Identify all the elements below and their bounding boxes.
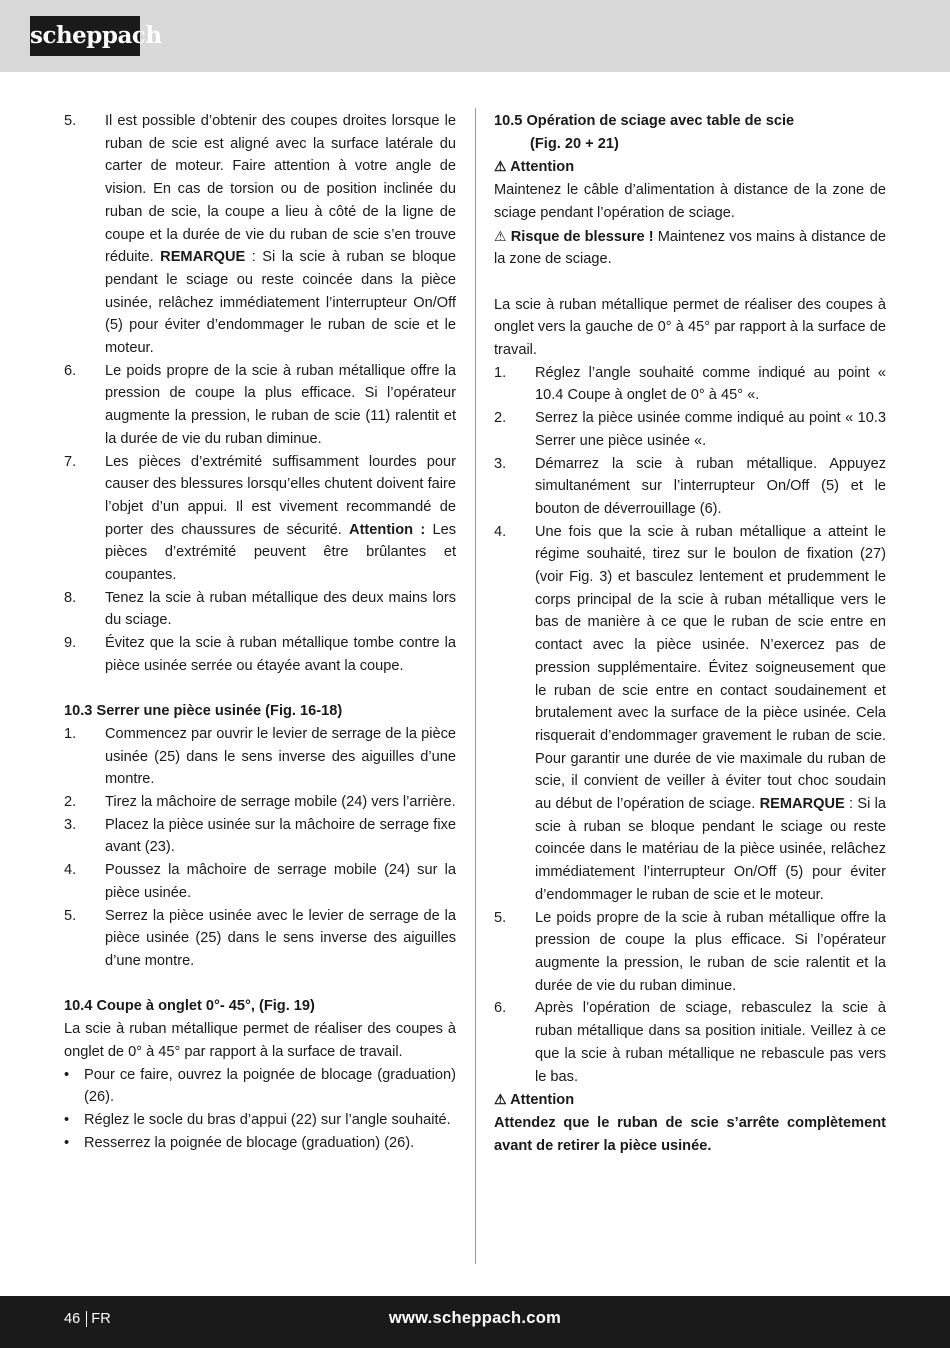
- section-figure-ref: (Fig. 20 + 21): [530, 135, 619, 152]
- page-num: 46: [64, 1311, 81, 1327]
- attention-heading: [494, 1088, 886, 1112]
- left-column: [64, 110, 456, 1154]
- section-intro: La scie à ruban métallique permet de réaliser des coupes à onglet vers la gauche de 0° à 45° par rapport à la surface de travail.: [494, 296, 886, 359]
- item-body: Il est possible d’obtenir des coupes droites lorsque le ruban de scie est aligné avec la surface latérale du carter de moteur. Faire attention à votre angle de vision. En cas de torsion ou de position inclinée du ruban de scie, la coupe a lieu à côté de la ligne de coupe et la durée de vie du ruban de scie s’en trouve réduite.: [105, 113, 456, 266]
- section-heading-10-5: 10.5 Opération de sciage avec table de scie: [494, 113, 795, 129]
- header-bar: [0, 0, 950, 72]
- warning-icon: ⚠: [494, 1091, 507, 1108]
- item-text: [535, 521, 886, 907]
- footer-bar: [0, 1296, 950, 1348]
- list-item: [494, 362, 886, 407]
- website-link[interactable]: www.scheppach.com: [388, 1309, 562, 1327]
- item-text: Le poids propre de la scie à ruban métallique offre la pression de coupe la plus efficace. Si l’opérateur augmente la pression, le ruban de scie ralentit et la durée de vie du ruban diminue.: [535, 909, 886, 994]
- section-intro: La scie à ruban métallique permet de réaliser des coupes à onglet de 0° à 45° par rapport à la surface de travail.: [64, 1021, 456, 1060]
- list-item: [64, 814, 456, 859]
- item-text: Placez la pièce usinée sur la mâchoire de serrage fixe avant (23).: [105, 816, 456, 856]
- item-number: 2.: [494, 410, 507, 427]
- item-text: Évitez que la scie à ruban métallique tombe contre la pièce usinée serrée ou étayée avant la coupe.: [105, 635, 456, 674]
- item-number: 5.: [494, 909, 507, 926]
- item-body-continued: : Si la scie à ruban se bloque pendant le sciage ou reste coincée dans la pièce usinée, relâchez immédiatement l’interrupteur On/Off (5) pour éviter d’endommager le ruban de scie et le moteur.: [105, 249, 456, 357]
- list-item: [64, 587, 456, 632]
- item-text: Le poids propre de la scie à ruban métallique offre la pression de coupe la plus efficace. Si l’opérateur augmente la pression, le ruban de scie (11) ralentit et la durée de vie du ruban diminue.: [105, 362, 456, 447]
- right-column: [494, 110, 886, 1157]
- item-text: Poussez la mâchoire de serrage mobile (24) sur la pièce usinée.: [105, 862, 456, 901]
- warning-icon: ⚠: [494, 158, 507, 175]
- injury-label: Risque de blessure !: [510, 228, 654, 245]
- item-body-continued: : Si la scie à ruban se bloque pendant le sciage ou reste coincée dans le matériau de la pièce usinée, relâchez immédiatement l’interrupteur On/Off (5) pour éviter d’endommager le ruban de scie et le moteur.: [535, 796, 886, 903]
- remark-label: REMARQUE: [160, 249, 246, 266]
- bullet-icon: •: [64, 1066, 70, 1083]
- item-text: Après l’opération de sciage, rebasculez la scie à ruban métallique dans sa position initiale. Veillez à ce que la scie à ruban métallique ne rebascule pas vers le bas.: [535, 1000, 886, 1085]
- item-number: 3.: [64, 816, 77, 833]
- bullet-text: Pour ce faire, ouvrez la poignée de blocage (graduation) (26).: [84, 1066, 456, 1106]
- item-number: 1.: [494, 364, 507, 381]
- bullet-icon: •: [64, 1111, 70, 1128]
- remark-label: REMARQUE: [759, 796, 845, 813]
- item-number: 4.: [494, 523, 507, 540]
- list-item: [64, 632, 456, 677]
- item-body: Une fois que la scie à ruban métallique a atteint le régime souhaité, tirez sur le boulon de fixation (27) (voir Fig. 3) et basculez lentement et prudemment le corps principal de la scie à ruban métallique vers le bas de manière à ce que le ruban de scie entre en contact avec la pièce usinée. N’exercez pas de pression supplémentaire. Évitez soigneusement que le ruban de scie entre en contact soudainement et brutalement avec la surface de la pièce usinée. Cela risquerait d’endommager gravement le ruban de scie. Pour garantir une durée de vie maximale du ruban de scie, il convient de veiller à éviter tout choc soudain au début de l’opération de sciage.: [535, 523, 886, 813]
- item-number: 5.: [64, 907, 77, 924]
- section-heading-10-4: 10.4 Coupe à onglet 0°- 45°, (Fig. 19): [64, 998, 315, 1015]
- item-text: Tenez la scie à ruban métallique des deux mains lors du sciage.: [105, 589, 456, 629]
- item-number: 2.: [64, 794, 77, 811]
- item-number: 7.: [64, 453, 77, 470]
- item-text: Tirez la mâchoire de serrage mobile (24) vers l’arrière.: [105, 794, 456, 811]
- item-body: Les pièces d’extrémité suffisamment lourdes pour causer des blessures lorsqu’elles chutent doivent faire l’objet d’un appui. Il est vivement recommandé de porter des chaussures de sécurité.: [105, 453, 456, 538]
- item-number: 1.: [64, 725, 77, 742]
- item-text: [105, 451, 456, 587]
- item-text: Commencez par ouvrir le levier de serrage de la pièce usinée (25) dans le sens inverse des aiguilles d’une montre.: [105, 725, 456, 788]
- attention-label: Attention: [510, 159, 575, 176]
- attention-label: Attention: [510, 1092, 575, 1109]
- attention-heading: [494, 155, 886, 179]
- list-item: [494, 521, 886, 907]
- item-text: Serrez la pièce usinée comme indiqué au point « 10.3 Serrer une pièce usinée «.: [535, 410, 886, 449]
- item-number: 4.: [64, 862, 77, 879]
- injury-text: Maintenez vos mains à distance de la zone de sciage.: [494, 228, 886, 268]
- bullet-item: [64, 1132, 456, 1155]
- list-item: [64, 791, 456, 814]
- attention-text: Attendez que le ruban de scie s’arrête complètement avant de retirer la pièce usinée.: [494, 1114, 886, 1154]
- list-item: [64, 723, 456, 791]
- injury-warning: [494, 225, 886, 271]
- attention-label: Attention :: [349, 521, 426, 538]
- list-item: [64, 451, 456, 587]
- item-number: 6.: [494, 1000, 507, 1017]
- list-item: [64, 905, 456, 973]
- list-item: [64, 110, 456, 360]
- item-text: [105, 110, 456, 360]
- list-item: [494, 997, 886, 1088]
- item-number: 3.: [494, 455, 507, 472]
- list-item: [494, 407, 886, 452]
- column-divider: [475, 108, 476, 1264]
- list-item: [64, 859, 456, 904]
- bullet-text: Resserrez la poignée de blocage (graduation) (26).: [84, 1134, 415, 1151]
- language-code: FR: [91, 1311, 111, 1327]
- bullet-icon: •: [64, 1134, 70, 1151]
- bullet-item: [64, 1109, 456, 1132]
- warning-icon: ⚠: [494, 227, 507, 244]
- item-text: Serrez la pièce usinée avec le levier de serrage de la pièce usinée (25) dans le sens inverse des aiguilles d’une montre.: [105, 907, 456, 969]
- item-number: 9.: [64, 635, 77, 652]
- list-item: [494, 453, 886, 521]
- attention-text: Maintenez le câble d’alimentation à distance de la zone de sciage pendant l’opération de sciage.: [494, 182, 886, 221]
- item-text: Démarrez la scie à ruban métallique. Appuyez simultanément sur l’interrupteur On/Off (5) et le bouton de déverrouillage (6).: [535, 455, 886, 517]
- section-heading-10-3: 10.3 Serrer une pièce usinée (Fig. 16-18): [64, 703, 343, 720]
- bullet-text: Réglez le socle du bras d’appui (22) sur l’angle souhaité.: [84, 1111, 451, 1128]
- item-text: Réglez l’angle souhaité comme indiqué au point « 10.4 Coupe à onglet de 0° à 45° «.: [535, 364, 886, 404]
- item-number: 8.: [64, 589, 77, 606]
- bullet-item: [64, 1064, 456, 1109]
- item-number: 5.: [64, 113, 77, 129]
- item-body-continued: Les pièces d’extrémité peuvent être brûlantes et coupantes.: [105, 521, 457, 584]
- list-item: [64, 360, 456, 451]
- list-item: [494, 907, 886, 998]
- brand-logo: scheppach: [30, 16, 140, 56]
- item-number: 6.: [64, 362, 77, 379]
